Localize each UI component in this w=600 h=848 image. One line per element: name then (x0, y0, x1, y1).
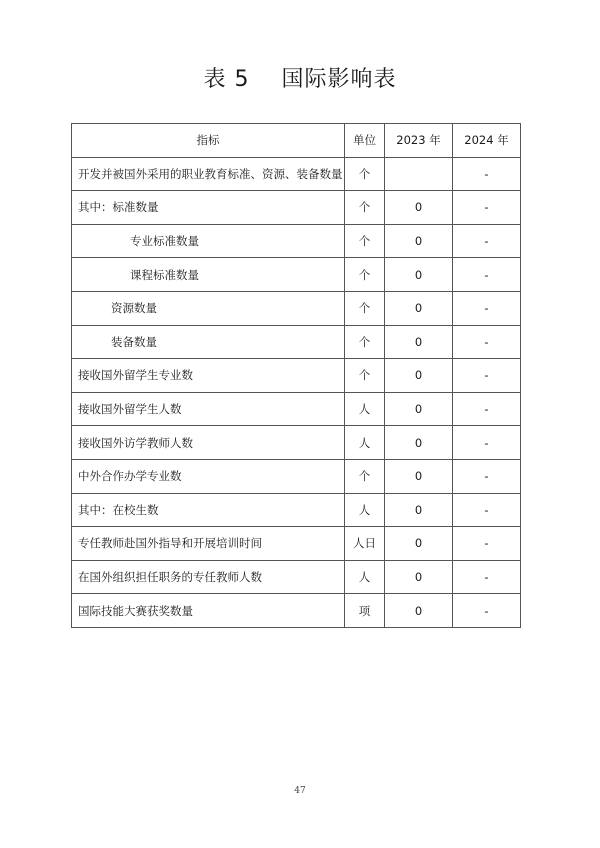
value-2023-cell: 0 (385, 359, 453, 393)
indicator-cell: 专业标准数量 (72, 224, 345, 258)
unit-cell: 人 (345, 392, 385, 426)
header-2023: 2023 年 (385, 124, 453, 158)
value-2023-cell: 0 (385, 191, 453, 225)
value-2024-cell: - (453, 325, 521, 359)
value-2023-cell: 0 (385, 527, 453, 561)
header-unit: 单位 (345, 124, 385, 158)
unit-cell: 个 (345, 157, 385, 191)
unit-cell: 项 (345, 594, 385, 628)
value-2024-cell: - (453, 258, 521, 292)
table-row (72, 560, 521, 594)
indicator-cell: 在国外组织担任职务的专任教师人数 (72, 560, 345, 594)
value-2023-cell: 0 (385, 426, 453, 460)
indicator-cell: 接收国外留学生专业数 (72, 359, 345, 393)
header-2024: 2024 年 (453, 124, 521, 158)
value-2024-cell: - (453, 191, 521, 225)
indicator-cell: 课程标准数量 (72, 258, 345, 292)
value-2024-cell: - (453, 493, 521, 527)
unit-cell: 个 (345, 325, 385, 359)
indicator-cell: 其中：在校生数 (72, 493, 345, 527)
value-2023-cell: 0 (385, 392, 453, 426)
unit-cell: 个 (345, 191, 385, 225)
value-2023-cell: 0 (385, 594, 453, 628)
table-row (72, 157, 521, 191)
table-row (72, 527, 521, 561)
unit-cell: 个 (345, 359, 385, 393)
table-row (72, 359, 521, 393)
unit-cell: 人 (345, 493, 385, 527)
indicator-cell: 其中：标准数量 (72, 191, 345, 225)
indicator-cell: 国际技能大赛获奖数量 (72, 594, 345, 628)
value-2023-cell: 0 (385, 291, 453, 325)
unit-cell: 个 (345, 291, 385, 325)
indicator-cell: 开发并被国外采用的职业教育标准、资源、装备数量 (72, 157, 345, 191)
indicator-cell: 资源数量 (72, 291, 345, 325)
indicator-cell: 接收国外留学生人数 (72, 392, 345, 426)
table-row (72, 325, 521, 359)
table-row (72, 594, 521, 628)
value-2024-cell: - (453, 392, 521, 426)
international-influence-table (71, 123, 521, 628)
page-number: 47 (294, 786, 306, 796)
unit-cell: 人 (345, 560, 385, 594)
value-2023-cell: 0 (385, 224, 453, 258)
table-header-row (72, 124, 521, 158)
value-2023-cell: 0 (385, 258, 453, 292)
value-2023-cell: 0 (385, 493, 453, 527)
table-name: 国际影响表 (281, 67, 397, 92)
header-indicator: 指标 (72, 124, 345, 158)
table-row (72, 224, 521, 258)
value-2023-cell (385, 157, 453, 191)
table-row (72, 191, 521, 225)
unit-cell: 人日 (345, 527, 385, 561)
unit-cell: 个 (345, 258, 385, 292)
unit-cell: 个 (345, 224, 385, 258)
value-2024-cell: - (453, 224, 521, 258)
unit-cell: 人 (345, 426, 385, 460)
value-2024-cell: - (453, 594, 521, 628)
value-2024-cell: - (453, 560, 521, 594)
table-number: 表 5 (203, 67, 250, 92)
value-2024-cell: - (453, 459, 521, 493)
indicator-cell: 中外合作办学专业数 (72, 459, 345, 493)
value-2023-cell: 0 (385, 560, 453, 594)
value-2024-cell: - (453, 426, 521, 460)
table-row (72, 493, 521, 527)
indicator-cell: 装备数量 (72, 325, 345, 359)
value-2023-cell: 0 (385, 325, 453, 359)
value-2024-cell: - (453, 291, 521, 325)
page-title (0, 62, 600, 93)
value-2024-cell: - (453, 157, 521, 191)
table-row (72, 258, 521, 292)
indicator-cell: 专任教师赴国外指导和开展培训时间 (72, 527, 345, 561)
table-row (72, 291, 521, 325)
indicator-cell: 接收国外访学教师人数 (72, 426, 345, 460)
value-2023-cell: 0 (385, 459, 453, 493)
table-row (72, 459, 521, 493)
table-row (72, 426, 521, 460)
unit-cell: 个 (345, 459, 385, 493)
value-2024-cell: - (453, 359, 521, 393)
value-2024-cell: - (453, 527, 521, 561)
table-row (72, 392, 521, 426)
